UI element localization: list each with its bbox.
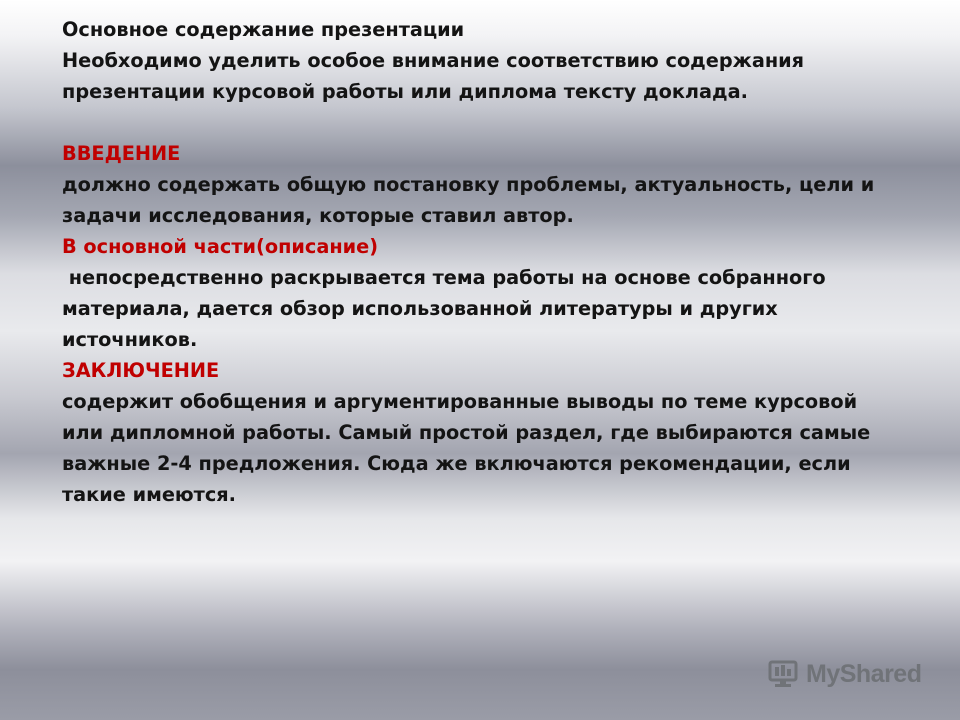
section-heading-main: В основной части(описание)	[62, 235, 379, 258]
paragraph-gap	[62, 107, 922, 138]
main-line: источников.	[62, 328, 198, 351]
watermark	[768, 656, 928, 692]
intro-line: Необходимо уделить особое внимание соответствию содержания	[62, 49, 805, 72]
slide-content	[62, 14, 922, 510]
intro-line: презентации курсовой работы или диплома тексту доклада.	[62, 80, 748, 103]
main-line: материала, дается обзор использованной литературы и других	[62, 297, 778, 320]
section-heading-conclusion: ЗАКЛЮЧЕНИЕ	[62, 359, 220, 382]
slide-title: Основное содержание презентации	[62, 18, 465, 41]
conclusion-line: содержит обобщения и аргументированные выводы по теме курсовой	[62, 390, 858, 413]
myshared-logo-icon	[768, 659, 802, 689]
conclusion-line: или дипломной работы. Самый простой раздел, где выбираются самые	[62, 421, 871, 444]
watermark-text: MyShared	[806, 659, 922, 688]
introduction-line: должно содержать общую постановку проблемы, актуальность, цели и	[62, 173, 875, 196]
introduction-line: задачи исследования, которые ставил автор.	[62, 204, 574, 227]
main-line: непосредственно раскрывается тема работы на основе собранного	[62, 266, 826, 289]
section-heading-introduction: ВВЕДЕНИЕ	[62, 142, 181, 165]
conclusion-line: важные 2-4 предложения. Сюда же включаются рекомендации, если	[62, 452, 851, 475]
conclusion-line: такие имеются.	[62, 483, 236, 506]
